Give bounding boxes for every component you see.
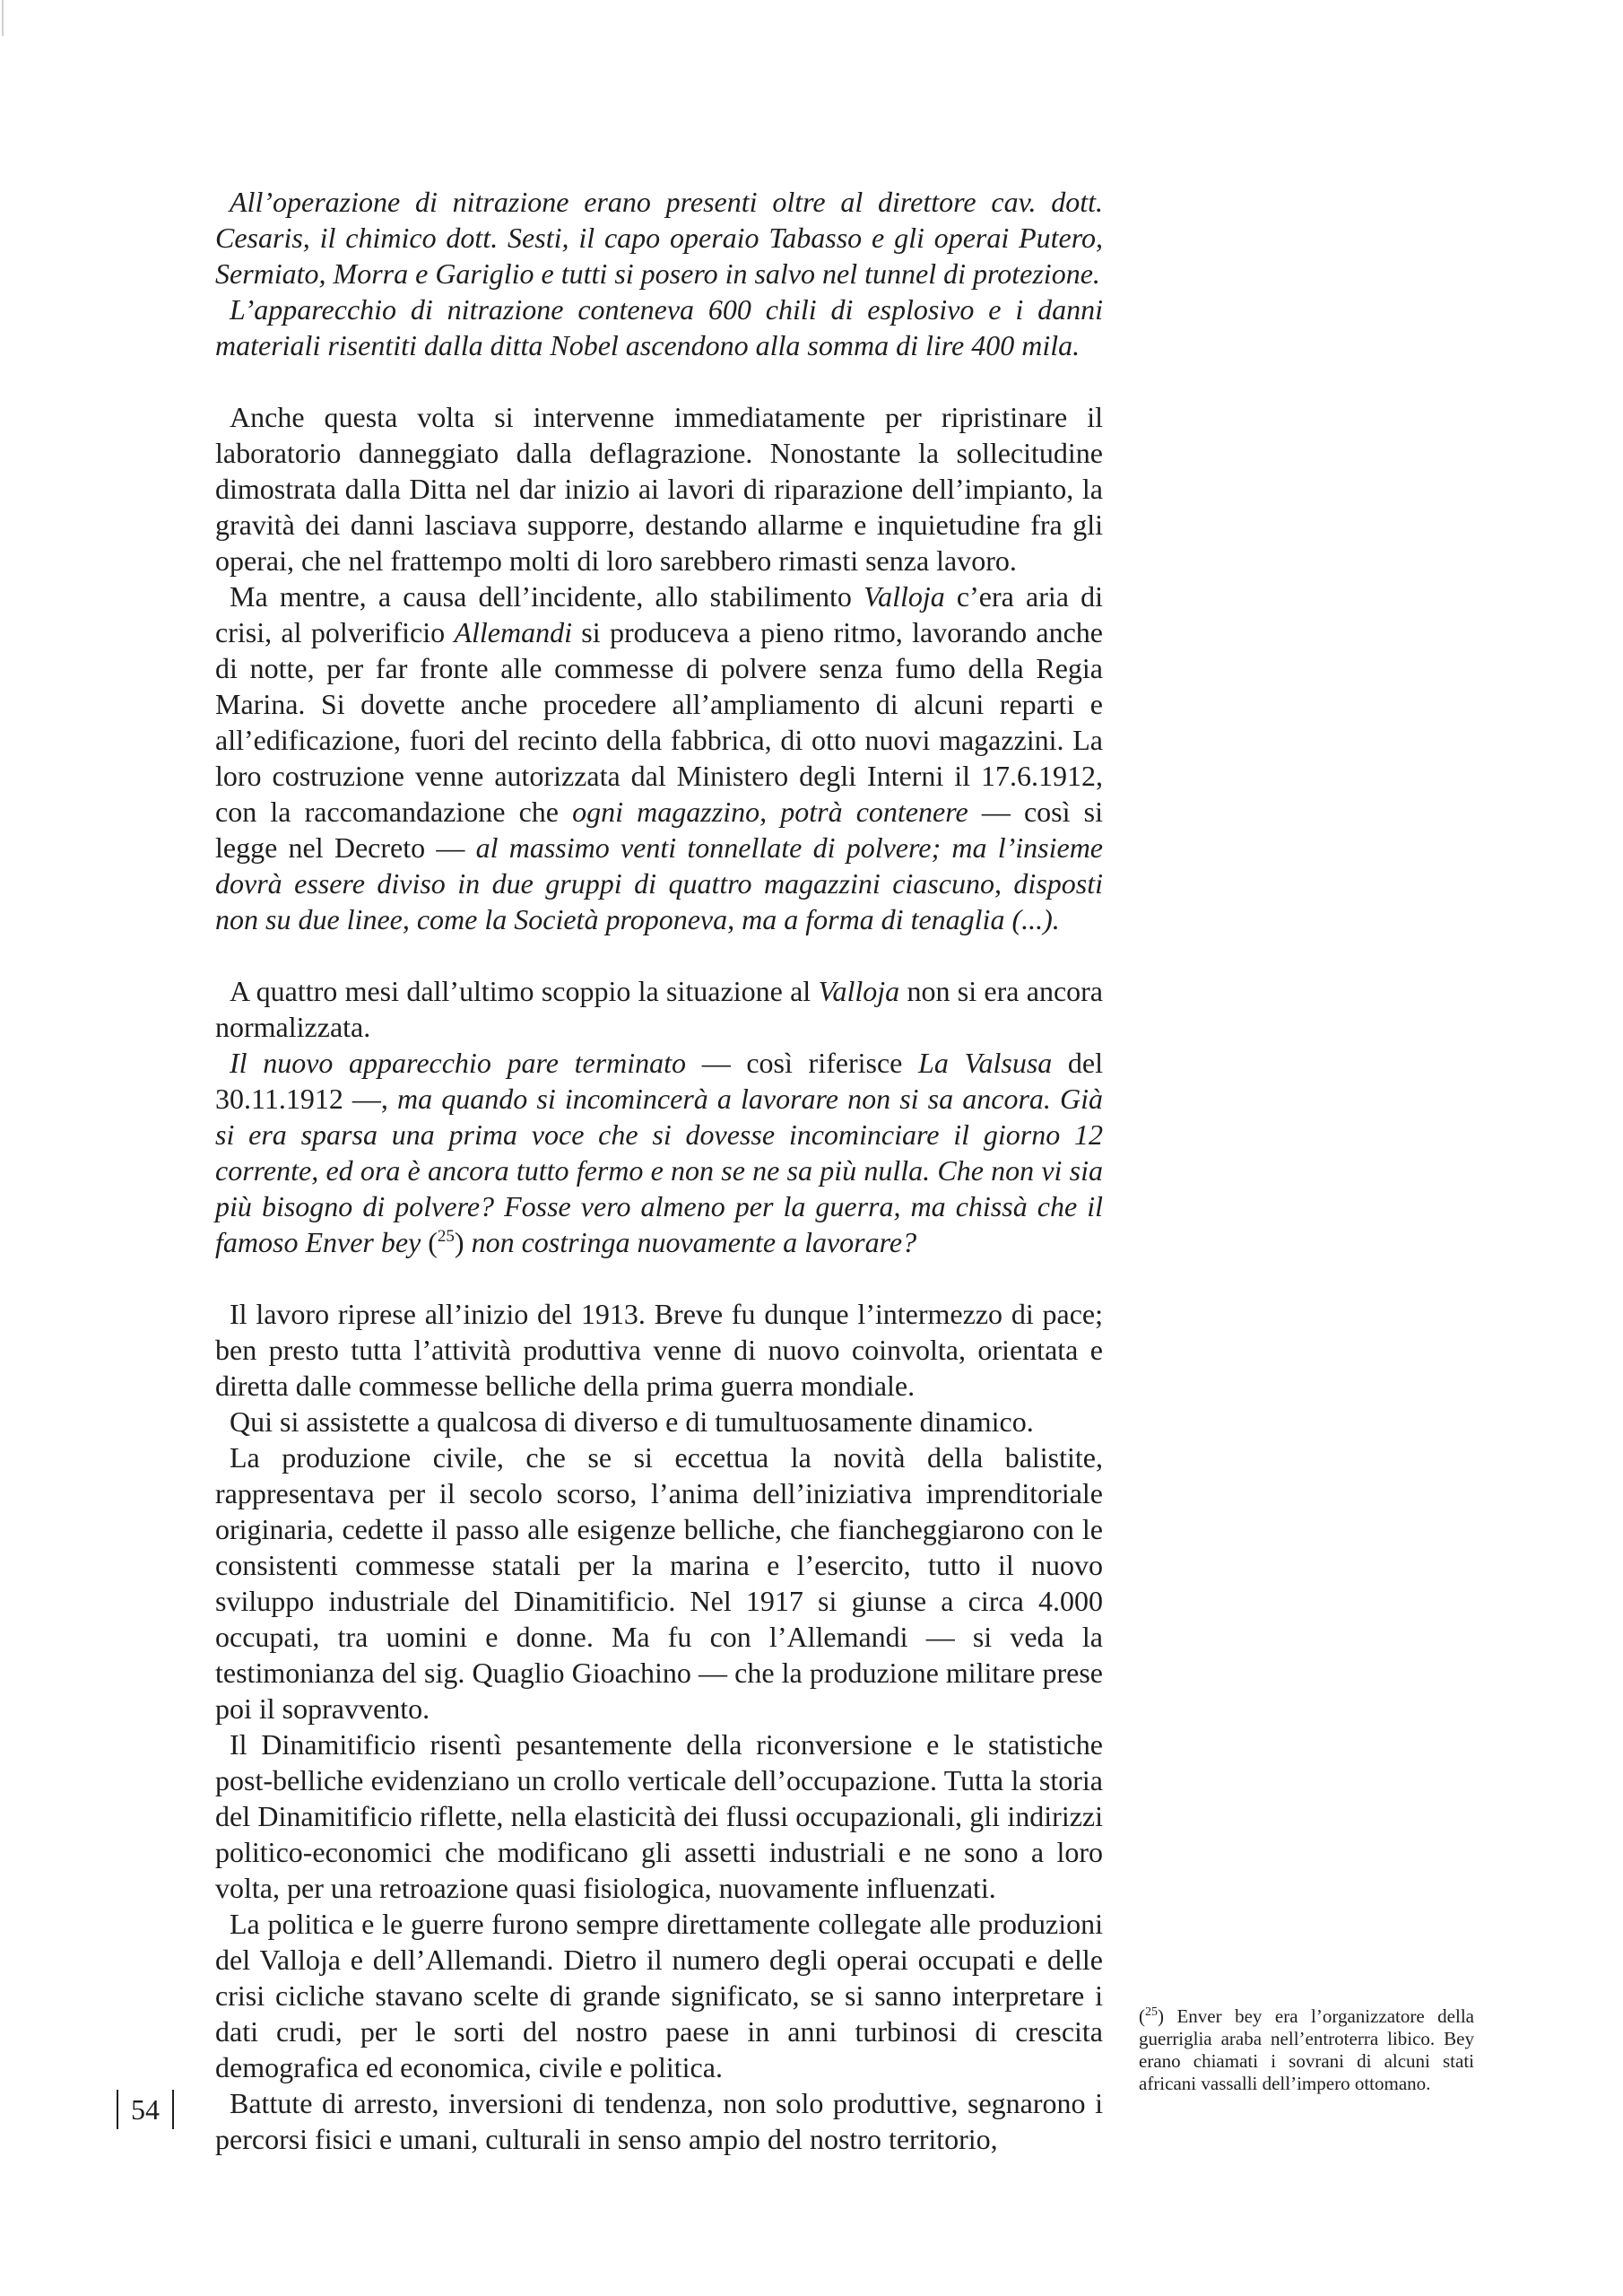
footnote-number: 25 (1145, 2005, 1158, 2019)
paragraph-text: Anche questa volta si intervenne immediatamente per ripristinare il laboratorio danneggiato dalla deflagrazione. Nonostante la sollecitudine dimostrata dalla Ditta nel dar inizio ai lavori di riparazione dell’impianto, la gravità dei danni lasciava supporre, destando allarme e inquietudine fra gli operai, che nel frattempo molti di loro sarebbero rimasti senza lavoro. (215, 401, 1103, 577)
footnote-text: Enver bey era l’organizzatore della guerriglia araba nell’entroterra libico. Bey erano chiamati i sovrani di alcuni stati africani vassalli dell’impero ottomano. (1139, 2005, 1474, 2094)
body-paragraph-8 (215, 1404, 1103, 1439)
text-run: del 30.11.1912 —, (215, 1047, 1104, 1115)
body-paragraph-3 (215, 399, 1103, 578)
text-run: si produceva a pieno ritmo, lavorando anche di notte, per far fronte alle commesse di polvere senza fumo della Regia Marina. Si dovette anche procedere all’ampliamento di alcuni reparti e all’edificazione, fuori del recinto della fabbrica, di otto nuovi magazzini. La loro costruzione venne autorizzata dal Ministero degli Interni il 17.6.1912, con la raccomandazione che (215, 616, 1104, 828)
quote-paragraph-1 (215, 184, 1103, 291)
footnote-paren: ( (1139, 2005, 1145, 2027)
quote-paragraph-2 (215, 291, 1103, 363)
quote-text: All’operazione di nitrazione erano presenti oltre al direttore cav. dott. Cesaris, il chimico dott. Sesti, il capo operaio Tabasso e gli operai Putero, Sermiato, Morra e Gariglio e tutti si posero in salvo nel tunnel di protezione. (215, 186, 1103, 290)
italic-run: ogni magazzino, potrà contenere (572, 796, 968, 828)
body-paragraph-11 (215, 1906, 1103, 2085)
text-run: — così si legge nel Decreto — (215, 796, 1104, 864)
body-paragraph-4 (215, 578, 1103, 937)
page-number-right-rule (172, 2090, 174, 2129)
paragraph-text: Battute di arresto, inversioni di tendenza, non solo produttive, segnarono i percorsi fisici e umani, culturali in senso ampio del nostro territorio, (215, 2087, 1103, 2155)
italic-run: La Valsusa (918, 1047, 1053, 1079)
footnote-paren: ) (1158, 2005, 1164, 2027)
text-run: Ma mentre, a causa dell’incidente, allo stabilimento (230, 580, 864, 613)
italic-run: Valloja (818, 975, 900, 1007)
paragraph-text: Il Dinamitificio risentì pesantemente della riconversione e le statistiche post-belliche evidenziano un crollo verticale dell’occupazione. Tutta la storia del Dinamitificio riflette, nella elasticità dei flussi occupazionali, gli indirizzi politico-economici che modificano gli assetti industriali e ne sono a loro volta, per una retroazione quasi fisiologica, nuovamente influenzati. (215, 1728, 1103, 1904)
text-run: ) (454, 1226, 472, 1258)
body-paragraph-9 (215, 1439, 1103, 1726)
body-paragraph-6 (215, 1045, 1103, 1260)
italic-run: non costringa nuovamente a lavorare? (471, 1226, 917, 1258)
body-paragraph-5 (215, 973, 1103, 1045)
page-number: 54 (131, 2092, 160, 2126)
quote-text: L’apparecchio di nitrazione conteneva 600 chili di esplosivo e i danni materiali risentiti dalla ditta Nobel ascendono alla somma di lire 400 mila. (215, 293, 1103, 361)
body-paragraph-7 (215, 1296, 1103, 1404)
italic-run: Il nuovo apparecchio pare terminato (230, 1047, 687, 1079)
italic-run: Allemandi (454, 616, 572, 648)
text-run: non si era ancora normalizzata. (215, 975, 1103, 1043)
main-text-column (215, 184, 1103, 2157)
body-paragraph-10 (215, 1726, 1103, 1906)
text-run: — così riferisce (686, 1047, 919, 1079)
paragraph-text: Qui si assistette a qualcosa di diverso e di tumultuosamente dinamico. (230, 1405, 1034, 1438)
paragraph-text: La politica e le guerre furono sempre direttamente collegate alle produzioni del Valloja e dell’Allemandi. Dietro il numero degli operai occupati e delle crisi cicliche stavano scelte di grande significato, se si sanno interpretare i dati crudi, per le sorti del nostro paese in anni turbinosi di crescita demografica ed economica, civile e politica. (215, 1908, 1103, 2083)
footnote (1139, 2005, 1474, 2095)
italic-run: al massimo venti tonnellate di polvere; ma l’insieme dovrà essere diviso in due gruppi di quattro magazzini ciascuno, disposti non su due linee, come la Società proponeva, ma a forma di tenaglia (...). (215, 831, 1104, 935)
scan-edge-mark (2, 0, 4, 36)
italic-run: Valloja (864, 580, 945, 613)
paragraph-text: La produzione civile, che se si eccettua la novità della balistite, rappresentava per il secolo scorso, l’anima dell’iniziativa imprenditoriale originaria, cedette il passo alle esigenze belliche, che fiancheggiarono con le consistenti commesse statali per la marina e l’esercito, tutto il nuovo sviluppo industriale del Dinamitificio. Nel 1917 si giunse a circa 4.000 occupati, tra uomini e donne. Ma fu con l’Allemandi — si veda la testimonianza del sig. Quaglio Gioachino — che la produzione militare prese poi il sopravvento. (215, 1441, 1103, 1725)
page-number-block (117, 2088, 174, 2131)
text-run: c’era aria di crisi, al polverificio (215, 580, 1104, 648)
paragraph-text: Il lavoro riprese all’inizio del 1913. Breve fu dunque l’intermezzo di pace; ben presto tutta l’attività produttiva venne di nuovo coinvolta, orientata e diretta dalle commesse belliche della prima guerra mondiale. (215, 1298, 1103, 1402)
body-paragraph-12 (215, 2085, 1103, 2157)
italic-run: ma quando si incomincerà a lavorare non si sa ancora. Già si era sparsa una prima voce che si dovesse incominciare il giorno 12 corrente, ed ora è ancora tutto fermo e non se ne sa più nulla. Che non vi sia più bisogno di polvere? Fosse vero almeno per la guerra, ma chissà che il famoso Enver bey (215, 1083, 1103, 1258)
footnote-reference: 25 (437, 1227, 455, 1246)
text-run: A quattro mesi dall’ultimo scoppio la situazione al (230, 975, 819, 1007)
text-run: ( (421, 1226, 438, 1258)
